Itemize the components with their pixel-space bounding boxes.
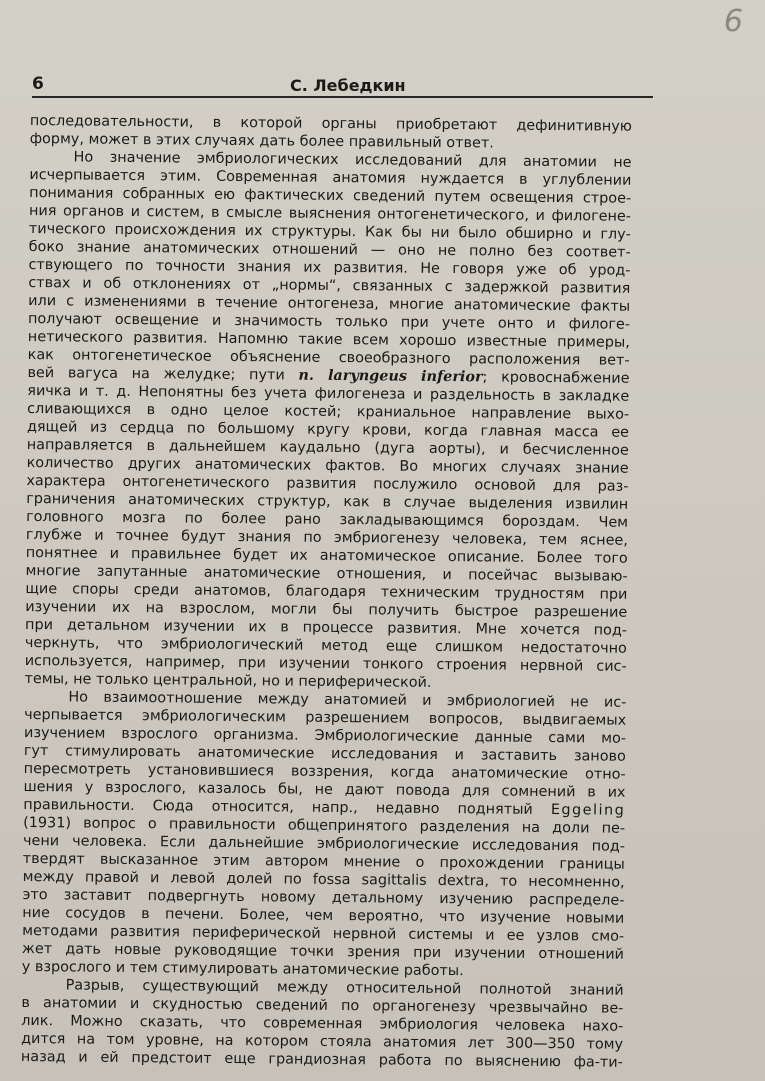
text-line: (1931) вопрос о правильности общепринятого разделения на доли пе- xyxy=(23,814,626,837)
text-line: чени человека. Если дальнейшие эмбриологические исследования под- xyxy=(22,832,626,855)
text-line: яичка и т. д. Непонятны без учета филогенеза и раздельность в закладке xyxy=(27,382,630,405)
text-line: черкнуть, что эмбриологический метод еще слишком недостаточно xyxy=(24,634,627,657)
text-line: граничения анатомических структур, как в случае выделения извилин xyxy=(26,490,629,513)
latin-term: n. laryngeus inferior xyxy=(298,366,483,386)
page-number: 6 xyxy=(32,74,44,94)
text-line: изучением взрослого организма. Эмбриологические данные сами мо- xyxy=(23,724,627,747)
running-head-author: С. Лебедкин xyxy=(290,76,406,95)
text-line: ние сосудов в печени. Более, чем вероятно, что изучение новыми xyxy=(22,904,625,927)
text-line: форму, может в этих случаях дать более правильный ответ. xyxy=(29,130,494,152)
paragraph-start-line: Но значение эмбриологических исследований для анатомии не xyxy=(73,149,632,171)
corner-page-number: 6 xyxy=(723,4,743,39)
text-line: дящей из сердца по большому кругу крови, когда главная масса ее xyxy=(26,418,630,441)
text-line: лик. Можно сказать, что современная эмбриология человека нахо- xyxy=(21,1012,624,1035)
text-line: используется, например, при изучении тонкого строения нервной сис- xyxy=(24,652,627,675)
text-line: дится на том уровне, на котором стояла анатомия лет 300—350 тому xyxy=(21,1030,624,1053)
text-line: понимания собранных ею фактических сведений путем освещения строе- xyxy=(29,184,632,207)
text-line: характера онтогенетического развития послужило основой для раз- xyxy=(26,472,629,495)
text-line: пересмотреть установившиеся воззрения, когда анатомические отно- xyxy=(23,760,626,783)
text-line: в анатомии и скудностью сведений по органогенезу чрезвычайно ве- xyxy=(21,994,624,1017)
text-line: при детальном изучении их в процессе развития. Мне хочется под- xyxy=(24,616,628,639)
line-head: вей вагуса на желудке; пути xyxy=(27,364,285,384)
text-line: ния органов и систем, в смысле выяснения онтогенетического, и филогене- xyxy=(28,202,632,225)
text-line: методами развития периферической нервной системы и ее узлов смо- xyxy=(22,922,625,945)
text-line: как онтогенетическое объяснение своеобразного расположения вет- xyxy=(27,346,630,369)
text-line: последовательности, в которой органы приобретают дефинитивную xyxy=(29,112,632,135)
text-line: изучении их на взрослом, могли бы получить быстрое разрешение xyxy=(25,598,628,621)
text-line: тического происхождения их структуры. Как бы ни было обширно и глу- xyxy=(28,220,631,243)
text-line: глубже и точнее будут знания по эмбриогенезу человека, тем яснее, xyxy=(25,526,628,549)
text-line: многие запутанные анатомические отношения, и посейчас вызываю- xyxy=(25,562,628,585)
text-line: щие споры среди анатомов, благодаря техническим трудностям при xyxy=(25,580,628,603)
line-tail: ; кровоснабжение xyxy=(482,369,630,387)
text-line: у взрослого и тем стимулировать анатомические работы. xyxy=(21,958,464,980)
text-line: темы, не только центральной, но и периферической. xyxy=(24,670,432,691)
text-line: боко знание анатомических отношений — оно не полно без соответ- xyxy=(28,238,631,261)
text-line: направляется в дальнейшем каудально (дуга аорты), и бесчисленное xyxy=(26,436,629,459)
paragraph-start-line: Но взаимоотношение между анатомией и эмбриологией не ис- xyxy=(68,689,627,711)
text-line: шения у взрослого, казалось бы, не дают повода для сомнений в их xyxy=(23,778,626,801)
running-header xyxy=(32,70,653,98)
text-line: или с изменениями в течение онтогенеза, многие анатомические факты xyxy=(28,292,631,315)
cited-author: Eggeling xyxy=(550,802,626,819)
text-line: гут стимулировать анатомические исследования и заставить заново xyxy=(23,742,626,765)
text-line: ствующего по точности знания их развития. Не говоря уже об урод- xyxy=(28,256,631,279)
text-line: жет дать новые руководящие точки зрения при изучении отношений xyxy=(21,940,625,963)
text-line: исчерпывается этим. Современная анатомия нуждается в углублении xyxy=(29,166,632,189)
text-line: сливающихся в одно целое костей; краниальное направление выхо- xyxy=(27,400,630,423)
body-text xyxy=(21,112,632,1072)
paragraph-start-line: Разрыв, существующий между относительной полнотой знаний xyxy=(65,977,624,999)
text-line: понятнее и правильнее будет их анатомическое описание. Более того xyxy=(25,544,628,567)
text-line: между правой и левой долей по fossa sagittalis dextra, то несомненно, xyxy=(22,868,625,891)
text-line: получают освещение и значимость только при учете онто и филоге- xyxy=(27,310,631,333)
text-line: ствах и об отклонениях от „нормы“, связанных с задержкой развития xyxy=(28,274,631,297)
line-head: правильности. Сюда относится, напр., недавно поднятый xyxy=(23,796,533,818)
text-line: твердят высказанное этим автором мнение о прохождении границы xyxy=(22,850,625,873)
text-line: это заставит подвергнуть новому детальному изучению распределе- xyxy=(22,886,625,909)
text-line: головного мозга по более рано закладывающимся бороздам. Чем xyxy=(26,508,629,531)
text-line: количество других анатомических фактов. Во многих случаях знание xyxy=(26,454,629,477)
text-line: черпывается эмбриологическим разрешением вопросов, выдвигаемых xyxy=(24,706,627,729)
text-line: нетического развития. Напомню такие всем хорошо известные примеры, xyxy=(27,328,630,351)
text-line: назад и ей предстоит еще грандиозная работа по выяснению фа-ти- xyxy=(20,1048,623,1071)
